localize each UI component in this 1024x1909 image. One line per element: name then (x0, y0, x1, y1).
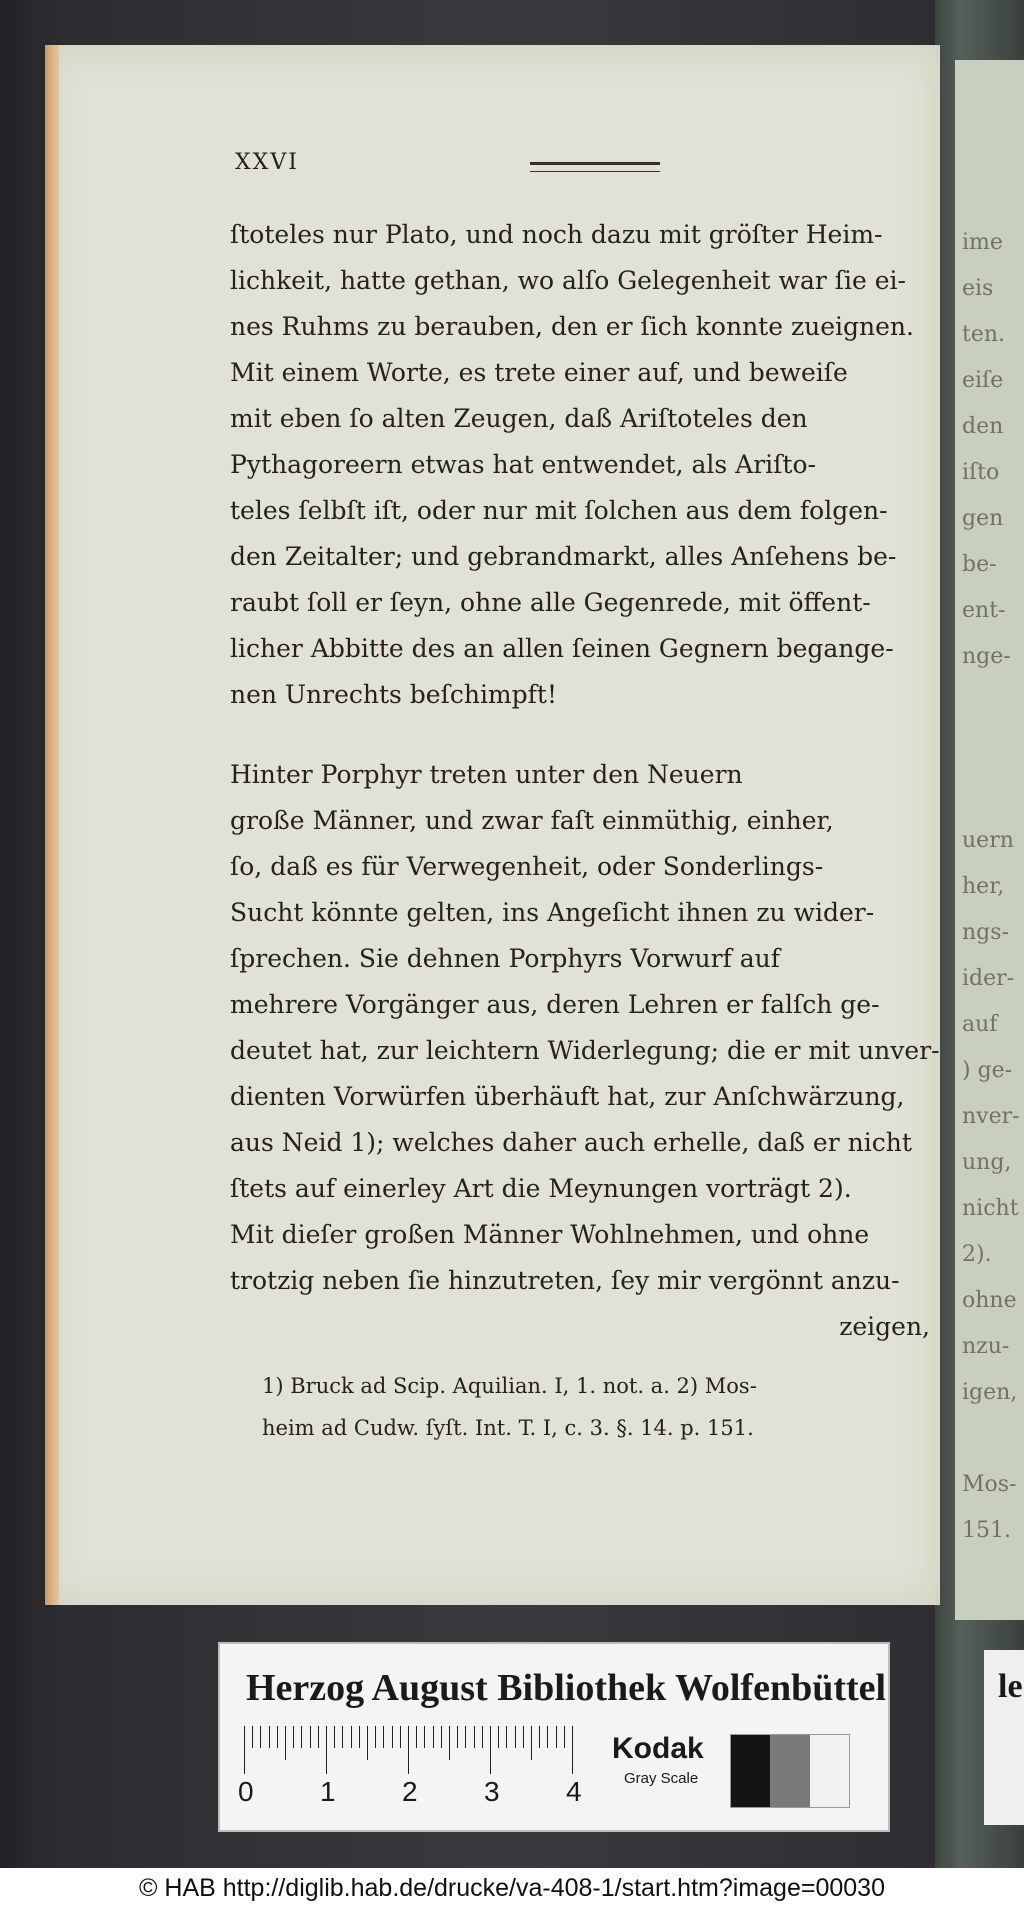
ruler-tick (482, 1726, 483, 1748)
facing-page-fragment: nicht (962, 1196, 1019, 1221)
text-line: teles ſelbſt iſt, oder nur mit ſolchen aus dem folgen- (230, 496, 888, 525)
running-head (235, 150, 685, 180)
text-line: Mit dieſer großen Männer Wohlnehmen, und ohne (230, 1220, 870, 1249)
second-card-text: le (998, 1668, 1023, 1705)
ruler-tick (310, 1726, 311, 1748)
ruler-tick (408, 1726, 409, 1774)
facing-page-fragment: auf (962, 1012, 998, 1037)
paragraph-2 (230, 752, 940, 1350)
ruler-tick (490, 1726, 491, 1774)
ruler-tick (342, 1726, 343, 1748)
ruler-tick (474, 1726, 475, 1748)
text-line: raubt ſoll er ſeyn, ohne alle Gegenrede, mit öffent- (230, 588, 871, 617)
ruler-tick (318, 1726, 319, 1748)
measurement-ruler (244, 1726, 584, 1776)
ruler-tick (449, 1726, 450, 1760)
gray-patch (770, 1735, 809, 1807)
ruler-tick (269, 1726, 270, 1748)
facing-page-fragment: 2). (962, 1242, 992, 1267)
text-line: trotzig neben ſie hinzutreten, ſey mir vergönnt anzu- (230, 1266, 900, 1295)
facing-page-fragment: ohne (962, 1288, 1017, 1313)
facing-page-fragment: igen, (962, 1380, 1018, 1405)
second-color-card (984, 1650, 1024, 1825)
text-line: licher Abbitte des an allen ſeinen Gegnern begange- (230, 634, 894, 663)
facing-page-fragment: eiſe (962, 368, 1004, 393)
text-line: deutet hat, zur leichtern Widerlegung; die er mit unver- (230, 1036, 940, 1065)
scale-number-3: 3 (484, 1776, 500, 1807)
scale-number-2: 2 (402, 1776, 418, 1807)
ruler-tick (400, 1726, 401, 1748)
ruler-tick (424, 1726, 425, 1748)
facing-page-fragment: ten. (962, 322, 1006, 347)
page-number: XXVI (235, 150, 299, 175)
gray-scale-patches (730, 1734, 850, 1808)
ruler-tick (359, 1726, 360, 1748)
ruler-tick (244, 1726, 245, 1774)
facing-page-fragment: nver- (962, 1104, 1020, 1129)
ruler-tick (392, 1726, 393, 1748)
text-line: große Männer, und zwar faſt einmüthig, einher, (230, 806, 834, 835)
text-line: mit eben ſo alten Zeugen, daß Ariſtoteles den (230, 404, 808, 433)
paragraph-1 (230, 212, 940, 718)
facing-page-fragment: ider- (962, 966, 1015, 991)
text-line: aus Neid 1); welches daher auch erhelle, daß er nicht (230, 1128, 912, 1157)
ruler-tick (441, 1726, 442, 1748)
ruler-tick (367, 1726, 368, 1760)
ruler-tick (252, 1726, 253, 1748)
text-line: ſtoteles nur Plato, und noch dazu mit gröſter Heim- (230, 220, 883, 249)
ruler-tick (416, 1726, 417, 1748)
kodak-logo: Kodak (612, 1732, 704, 1765)
facing-page-fragment: her, (962, 874, 1005, 899)
facing-page-fragment: ime (962, 230, 1003, 255)
footer-bar (0, 1868, 1024, 1909)
ruler-tick (531, 1726, 532, 1760)
facing-page-fragment: 151. (962, 1518, 1011, 1543)
text-line: lichkeit, hatte gethan, wo alſo Gelegenheit war ſie ei- (230, 266, 906, 295)
facing-page-fragment: iſto (962, 460, 1000, 485)
ruler-tick (572, 1726, 573, 1774)
facing-page-fragment: uern (962, 828, 1014, 853)
ruler-tick (515, 1726, 516, 1748)
facing-page-fragment: nge- (962, 644, 1011, 669)
ruler-tick (556, 1726, 557, 1748)
facing-page-fragment: gen (962, 506, 1004, 531)
ruler-tick (375, 1726, 376, 1748)
ornamental-rule (530, 162, 660, 172)
footnotes (262, 1365, 922, 1449)
text-line: Mit einem Worte, es trete einer auf, und beweiſe (230, 358, 848, 387)
gray-scale-label: Gray Scale (624, 1770, 699, 1787)
facing-page-fragment: eis (962, 276, 994, 301)
facing-page-fragment: ent- (962, 598, 1006, 623)
facing-page-fragment: den (962, 414, 1004, 439)
ruler-tick (564, 1726, 565, 1748)
ruler-tick (301, 1726, 302, 1748)
text-line: Pythagoreern etwas hat entwendet, als Ariſto- (230, 450, 816, 479)
text-line: Sucht könnte gelten, ins Angeſicht ihnen zu wider- (230, 898, 875, 927)
ruler-tick (498, 1726, 499, 1748)
facing-page-fragment (962, 680, 1022, 726)
page-edge (45, 45, 59, 1605)
ruler-tick (539, 1726, 540, 1748)
ruler-tick (260, 1726, 261, 1748)
text-line: ſtets auf einerley Art die Meynungen vorträgt 2). (230, 1174, 852, 1203)
text-line: nes Ruhms zu berauben, den er ſich konnte zueignen. (230, 312, 914, 341)
library-name: Herzog August Bibliothek Wolfenbüttel (246, 1667, 887, 1709)
ruler-tick (277, 1726, 278, 1748)
copyright-link[interactable]: © HAB http://diglib.hab.de/drucke/va-408-1/start.htm?image=00030 (139, 1874, 885, 1902)
text-line: heim ad Cudw. ſyſt. Int. T. I, c. 3. §. 14. p. 151. (262, 1416, 754, 1440)
facing-page-fragment: be- (962, 552, 997, 577)
text-line: zeigen, (839, 1312, 930, 1341)
facing-page-fragment: ) ge- (962, 1058, 1013, 1083)
ruler-tick (433, 1726, 434, 1748)
text-line: ſo, daß es für Verwegenheit, oder Sonderlings- (230, 852, 824, 881)
facing-page-fragment (962, 772, 1022, 818)
scale-number-0: 0 (238, 1776, 254, 1807)
scale-number-1: 1 (320, 1776, 336, 1807)
ruler-tick (383, 1726, 384, 1748)
facing-page-fragment: Mos- (962, 1472, 1017, 1497)
ruler-tick (334, 1726, 335, 1748)
facing-page-text (962, 220, 1022, 1554)
facing-page-fragment (962, 726, 1022, 772)
gray-patch (810, 1735, 849, 1807)
gray-patch (731, 1735, 770, 1807)
facing-page-fragment: ung, (962, 1150, 1012, 1175)
ruler-tick (506, 1726, 507, 1748)
text-line: dienten Vorwürfen überhäuft hat, zur Anſchwärzung, (230, 1082, 905, 1111)
text-line: mehrere Vorgänger aus, deren Lehren er falſch ge- (230, 990, 880, 1019)
ruler-tick (285, 1726, 286, 1760)
ruler-tick (457, 1726, 458, 1748)
ruler-tick (523, 1726, 524, 1748)
text-line: Hinter Porphyr treten unter den Neuern (230, 760, 743, 789)
scale-number-4: 4 (566, 1776, 582, 1807)
text-line: den Zeitalter; und gebrandmarkt, alles Anſehens be- (230, 542, 897, 571)
facing-page-fragment (962, 1416, 1022, 1462)
facing-page-fragment: ngs- (962, 920, 1009, 945)
ruler-tick (326, 1726, 327, 1774)
text-line: nen Unrechts beſchimpft! (230, 680, 557, 709)
ruler-tick (351, 1726, 352, 1748)
facing-page-fragment: nzu- (962, 1334, 1010, 1359)
color-card (218, 1642, 890, 1832)
text-line: 1) Bruck ad Scip. Aquilian. I, 1. not. a. 2) Mos- (262, 1374, 757, 1398)
ruler-tick (293, 1726, 294, 1748)
ruler-tick (465, 1726, 466, 1748)
ruler-tick (547, 1726, 548, 1748)
text-line: ſprechen. Sie dehnen Porphyrs Vorwurf auf (230, 944, 781, 973)
